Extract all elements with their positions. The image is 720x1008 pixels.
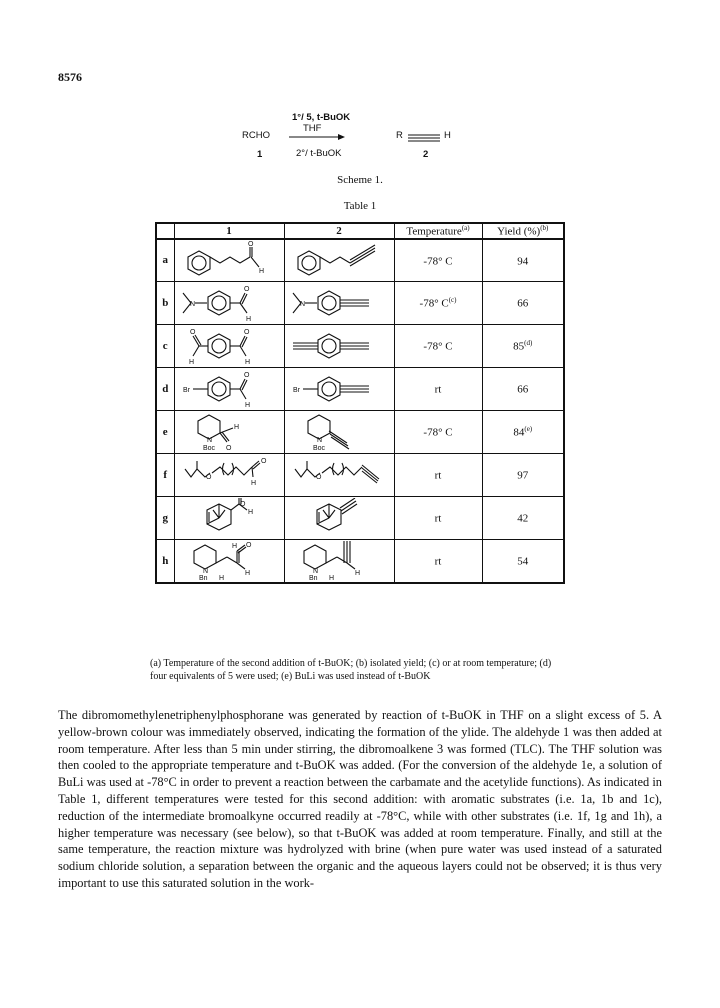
aldehyde-structure-h [174, 540, 284, 583]
atom-label-n: N [207, 437, 213, 445]
ether-chain-alkyne-structure [289, 455, 389, 495]
header-yield-note: (b) [540, 224, 549, 232]
reaction-arrow [288, 133, 346, 141]
atom-label-o: O [246, 541, 252, 549]
entry-letter: a [156, 239, 174, 282]
yield-value: 66 [517, 297, 529, 310]
atom-label-h: H [355, 569, 361, 577]
yield-cell [482, 540, 564, 583]
atom-label-o: O [226, 445, 232, 453]
temperature-cell [394, 454, 482, 497]
alkyne-structure-h [284, 540, 394, 583]
aldehyde-structure-a [174, 239, 284, 282]
atom-label-o: O [261, 458, 267, 466]
aldehyde-structure-g [174, 497, 284, 540]
alkyne-structure-c [284, 325, 394, 368]
scheme-product-number: 2 [423, 149, 429, 160]
yield-note: (e) [524, 425, 533, 434]
entry-letter: h [156, 540, 174, 583]
aldehyde-structure-e [174, 411, 284, 454]
entry-letter: d [156, 368, 174, 411]
alkyne-structure-g [284, 497, 394, 540]
table-header-row [156, 223, 564, 239]
bn-piperidine-enal-structure [179, 541, 279, 581]
temperature-value: rt [434, 469, 442, 482]
atom-label-o: O [244, 372, 250, 380]
aldehyde-structure-f [174, 454, 284, 497]
temperature-cell [394, 325, 482, 368]
myrtenal-structure [179, 498, 279, 538]
yield-cell [482, 454, 564, 497]
scheme-condition-mid: THF [303, 123, 322, 134]
entry-letter: c [156, 325, 174, 368]
reaction-scheme [0, 108, 720, 198]
group-label-bn: Bn [309, 574, 318, 581]
temperature-cell [394, 411, 482, 454]
boc-piperidine-aldehyde-structure [179, 412, 279, 452]
temperature-cell [394, 239, 482, 282]
yield-cell [482, 497, 564, 540]
atom-label-br: Br [293, 387, 300, 395]
atom-label-h: H [189, 359, 195, 367]
atom-label-n: N [300, 301, 306, 309]
scheme-condition-top: 1°/ 5, t-BuOK [292, 112, 351, 123]
table-row [156, 411, 564, 454]
atom-label-h: H [234, 424, 240, 432]
yield-cell [482, 239, 564, 282]
yield-cell [482, 368, 564, 411]
atom-label-o: O [190, 329, 196, 337]
atom-label-h: H [245, 359, 251, 367]
yield-value: 85 [513, 340, 525, 353]
table-row [156, 454, 564, 497]
dimethylaminobenzaldehyde-structure [179, 283, 279, 323]
atom-label-h: H [232, 542, 238, 550]
yield-value: 66 [517, 383, 529, 396]
atom-label-o-ether: O [316, 474, 322, 482]
dimethylaminophenylacetylene-structure [289, 283, 389, 323]
bromobenzaldehyde-structure [179, 369, 279, 409]
bromophenylacetylene-structure [289, 369, 389, 409]
atom-label-h: H [259, 268, 265, 276]
aldehyde-structure-b [174, 282, 284, 325]
temperature-cell [394, 368, 482, 411]
myrtenyl-alkyne-structure [289, 498, 389, 538]
header-temperature-note: (a) [461, 224, 470, 232]
scheme-product-h: H [444, 130, 451, 141]
atom-label-o: O [244, 286, 250, 294]
alkyne-structure-e [284, 411, 394, 454]
temperature-note: (c) [448, 296, 457, 305]
table-row [156, 497, 564, 540]
yield-value: 54 [517, 555, 529, 568]
table-row [156, 282, 564, 325]
temperature-cell [394, 540, 482, 583]
atom-label-n: N [313, 567, 319, 575]
table-row [156, 239, 564, 282]
atom-label-h: H [329, 574, 335, 581]
header-yield-label: Yield (%) [497, 225, 541, 238]
atom-label-h: H [246, 316, 252, 324]
atom-label-h: H [245, 569, 251, 577]
bn-piperidine-enyne-structure [289, 541, 389, 581]
atom-label-br: Br [183, 387, 190, 395]
atom-label-h: H [251, 480, 257, 488]
yield-value: 94 [517, 255, 529, 268]
yield-value: 84 [513, 426, 525, 439]
yield-note: (d) [524, 339, 533, 348]
scheme-reactant: RCHO [242, 130, 270, 141]
temperature-value: rt [434, 512, 442, 525]
atom-label-o: O [240, 501, 246, 509]
atom-label-h: H [245, 402, 251, 410]
diethynylbenzene-structure [289, 326, 389, 366]
yield-cell [482, 282, 564, 325]
header-yield [482, 223, 564, 239]
atom-label-h: H [219, 574, 225, 581]
atom-label-n: N [190, 301, 196, 309]
entry-letter: g [156, 497, 174, 540]
temperature-value: -78° C [423, 426, 453, 439]
header-aldehyde: 1 [174, 223, 284, 239]
atom-label-n: N [317, 437, 323, 445]
entry-letter: b [156, 282, 174, 325]
terephthalaldehyde-structure [179, 326, 279, 366]
group-label-boc: Boc [313, 445, 326, 453]
scheme-caption: Scheme 1. [337, 174, 383, 186]
phenylbutenyne-structure [289, 240, 389, 280]
atom-label-n: N [203, 567, 209, 575]
boc-piperidine-alkyne-structure [289, 412, 389, 452]
entry-letter: e [156, 411, 174, 454]
table-row [156, 540, 564, 583]
alkyne-structure-d [284, 368, 394, 411]
atom-label-h: H [248, 509, 254, 517]
group-label-boc: Boc [203, 445, 216, 453]
table-footnote: (a) Temperature of the second addition of t-BuOK; (b) isolated yield; (c) or at room temperature; (d) four equivalents of 5 were used; (e) BuLi was used instead of t-BuOK [150, 658, 552, 682]
atom-label-o: O [248, 241, 254, 249]
yield-cell [482, 325, 564, 368]
aldehyde-structure-d [174, 368, 284, 411]
temperature-value: rt [434, 383, 442, 396]
entry-letter: f [156, 454, 174, 497]
atom-label-o-ether: O [206, 474, 212, 482]
triple-bond-icon [406, 131, 442, 145]
results-table [155, 222, 563, 584]
temperature-value: -78° C [423, 340, 453, 353]
header-entry [156, 223, 174, 239]
temperature-cell [394, 282, 482, 325]
header-temperature-label: Temperature [406, 225, 462, 238]
temperature-value: -78° C [419, 297, 449, 310]
body-text: The dibromomethylenetriphenylphosphorane was generated by reaction of t-BuOK in THF on a slight excess of 5. A yellow-brown colour was immediately observed, indicating the formation of the ylide. The aldehyde 1 was then added at room temperature. After less than 5 min under stirring, the dibromoalkene 3 was formed (TLC). The THF solution was then cooled to the appropriate temperature and t-BuOK was added. (For the conversion of the aldehyde 1e, a solution of BuLi was used at -78°C in order to prevent a reaction between the carbamate and the acetylide functions). As indicated in Table 1, different temperatures were tested for this second addition: with aromatic substrates (i.e. 1a, 1b and 1c), reduction of the intermediate bromoalkyne occurred readily at -78°C, while with other substrates (i.e. 1f, 1g and 1h), a higher temperature was necessary (see below), so that t-BuOK was added at room temperature. Finally, and still at the same temperature, the reaction mixture was hydrolyzed with brine (when pure water was used instead of a saturated sodium chloride solution, a separation between the organic and the aqueous layers could not be observed; it is thus very important to use this saturated solution in the work- [58, 708, 662, 890]
group-label-bn: Bn [199, 574, 208, 581]
scheme-product-r: R [396, 130, 403, 141]
header-temperature [394, 223, 482, 239]
table-row [156, 368, 564, 411]
alkyne-structure-a [284, 239, 394, 282]
scheme-condition-bottom: 2°/ t-BuOK [296, 148, 342, 159]
alkyne-structure-b [284, 282, 394, 325]
body-paragraph [58, 707, 662, 892]
yield-value: 97 [517, 469, 529, 482]
header-alkyne: 2 [284, 223, 394, 239]
yield-value: 42 [517, 512, 529, 525]
alkyne-structure-f [284, 454, 394, 497]
yield-cell [482, 411, 564, 454]
temperature-value: -78° C [423, 255, 453, 268]
ether-chain-aldehyde-structure [179, 455, 279, 495]
table-row [156, 325, 564, 368]
atom-label-o: O [244, 329, 250, 337]
table-title: Table 1 [343, 200, 377, 212]
temperature-value: rt [434, 555, 442, 568]
cinnamaldehyde-structure [179, 240, 279, 280]
aldehyde-structure-c [174, 325, 284, 368]
page-number: 8576 [58, 70, 82, 84]
temperature-cell [394, 497, 482, 540]
scheme-reactant-number: 1 [257, 149, 263, 160]
